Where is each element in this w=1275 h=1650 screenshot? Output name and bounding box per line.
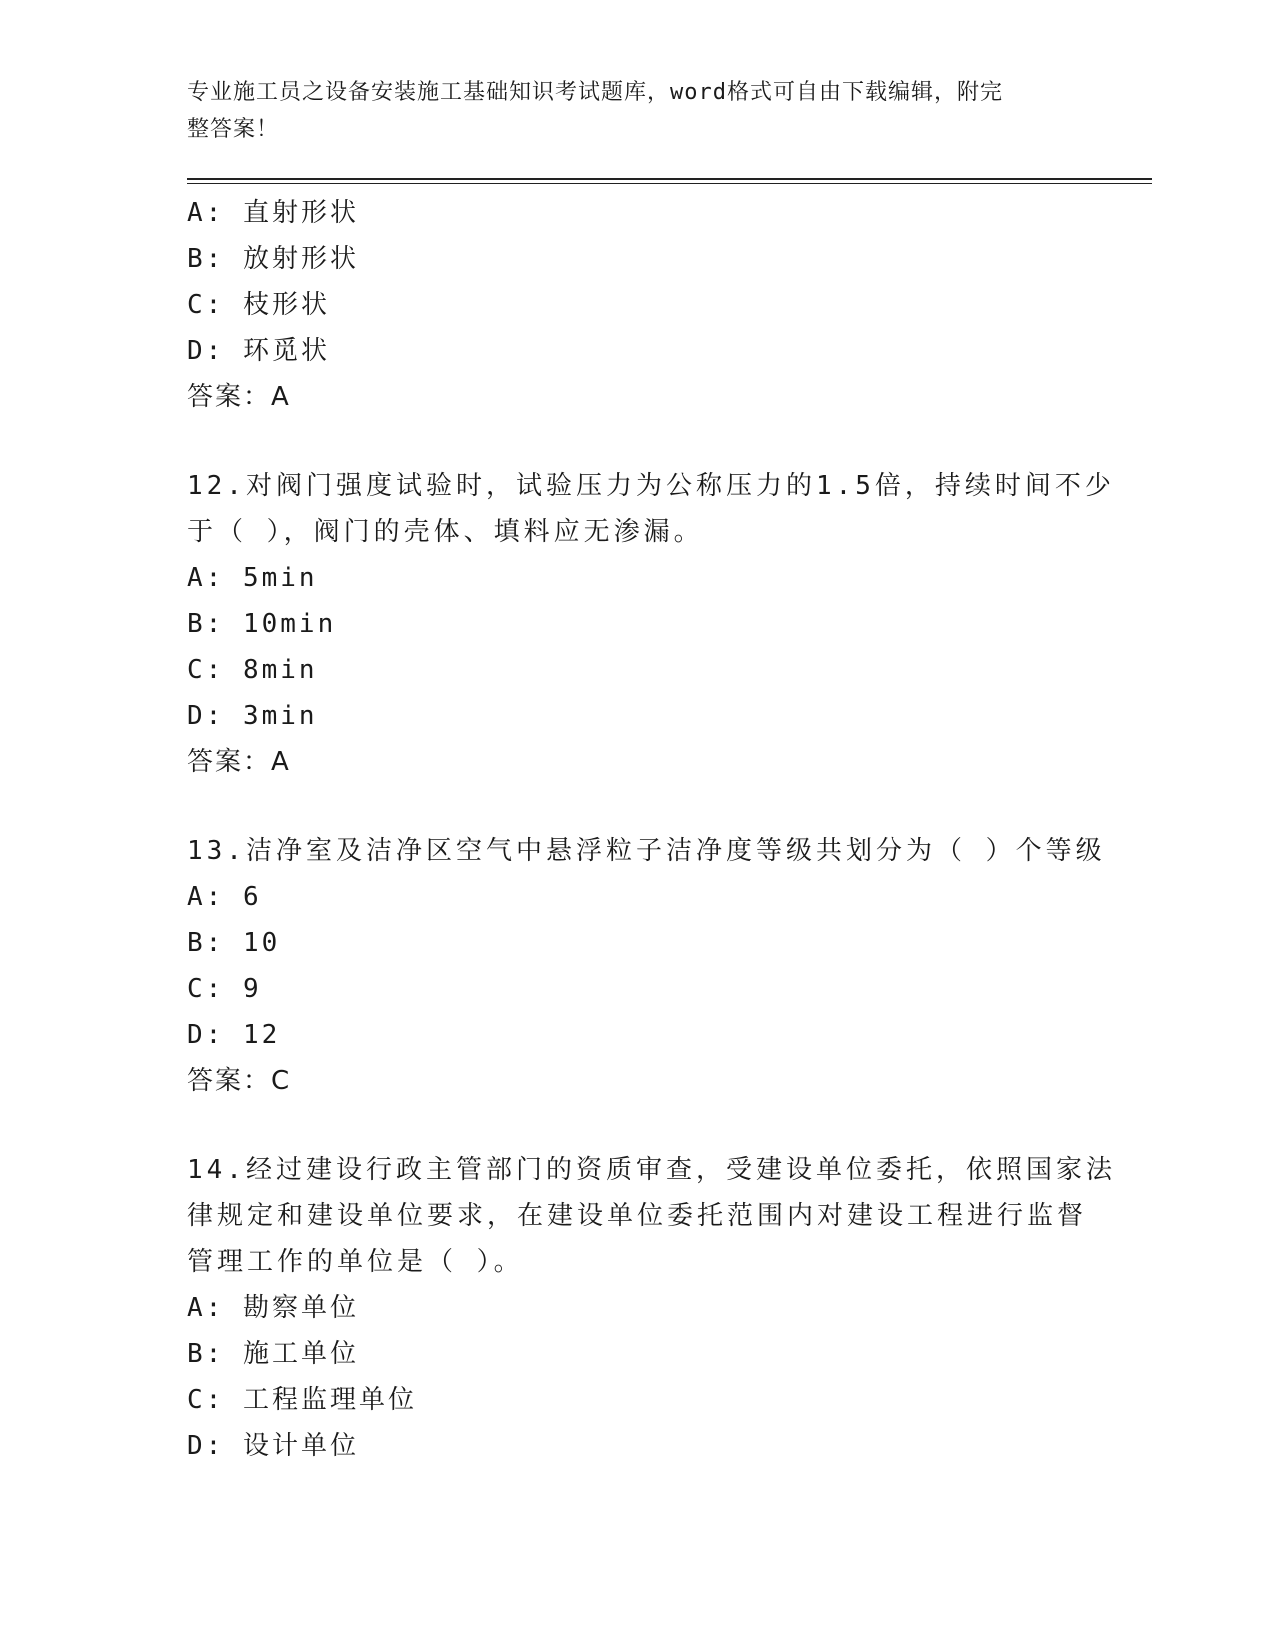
question-stem-line-2: 于（ ），阀门的壳体、填料应无渗漏。 xyxy=(187,517,704,547)
question-11 xyxy=(187,190,1087,420)
question-stem-line-2: 律规定和建设单位要求，在建设单位委托范围内对建设工程进行监督 xyxy=(187,1201,1088,1231)
question-13 xyxy=(187,828,1106,1104)
question-stem-line-3: 管理工作的单位是（ ）。 xyxy=(187,1247,524,1277)
spacer xyxy=(187,420,1087,463)
option-a: A: 直射形状 xyxy=(187,198,359,228)
answer: 答案：A xyxy=(187,747,291,777)
option-c: C: 8min xyxy=(187,655,318,685)
option-a: A: 5min xyxy=(187,563,318,593)
option-d: D: 环觅状 xyxy=(187,336,330,366)
header-divider-thick xyxy=(187,178,1152,180)
exam-content xyxy=(187,190,1116,1469)
option-b: B: 施工单位 xyxy=(187,1339,359,1369)
option-d: D: 3min xyxy=(187,701,318,731)
option-b: B: 10 xyxy=(187,928,281,958)
header-divider-thin xyxy=(187,183,1152,184)
option-a: A: 勘察单位 xyxy=(187,1293,359,1323)
spacer xyxy=(187,785,1087,828)
question-14 xyxy=(187,1147,1116,1469)
question-stem-line-1: 13.洁净室及洁净区空气中悬浮粒子洁净度等级共划分为（ ）个等级 xyxy=(187,836,1106,866)
document-header xyxy=(187,74,1067,148)
option-d: D: 设计单位 xyxy=(187,1431,359,1461)
spacer xyxy=(187,1104,1087,1147)
option-c: C: 9 xyxy=(187,974,262,1004)
option-d: D: 12 xyxy=(187,1020,281,1050)
question-stem-line-1: 14.经过建设行政主管部门的资质审查，受建设单位委托，依照国家法 xyxy=(187,1155,1116,1185)
option-b: B: 放射形状 xyxy=(187,244,359,274)
question-stem-line-1: 12.对阀门强度试验时，试验压力为公称压力的1.5倍，持续时间不少 xyxy=(187,471,1115,501)
option-a: A: 6 xyxy=(187,882,262,912)
answer: 答案：A xyxy=(187,382,291,412)
option-c: C: 枝形状 xyxy=(187,290,330,320)
option-c: C: 工程监理单位 xyxy=(187,1385,417,1415)
header-line-2: 整答案！ xyxy=(187,117,280,142)
option-b: B: 10min xyxy=(187,609,337,639)
header-line-1: 专业施工员之设备安装施工基础知识考试题库，word格式可自由下载编辑，附完 xyxy=(187,80,1003,105)
answer: 答案：C xyxy=(187,1066,292,1096)
question-12 xyxy=(187,463,1115,785)
